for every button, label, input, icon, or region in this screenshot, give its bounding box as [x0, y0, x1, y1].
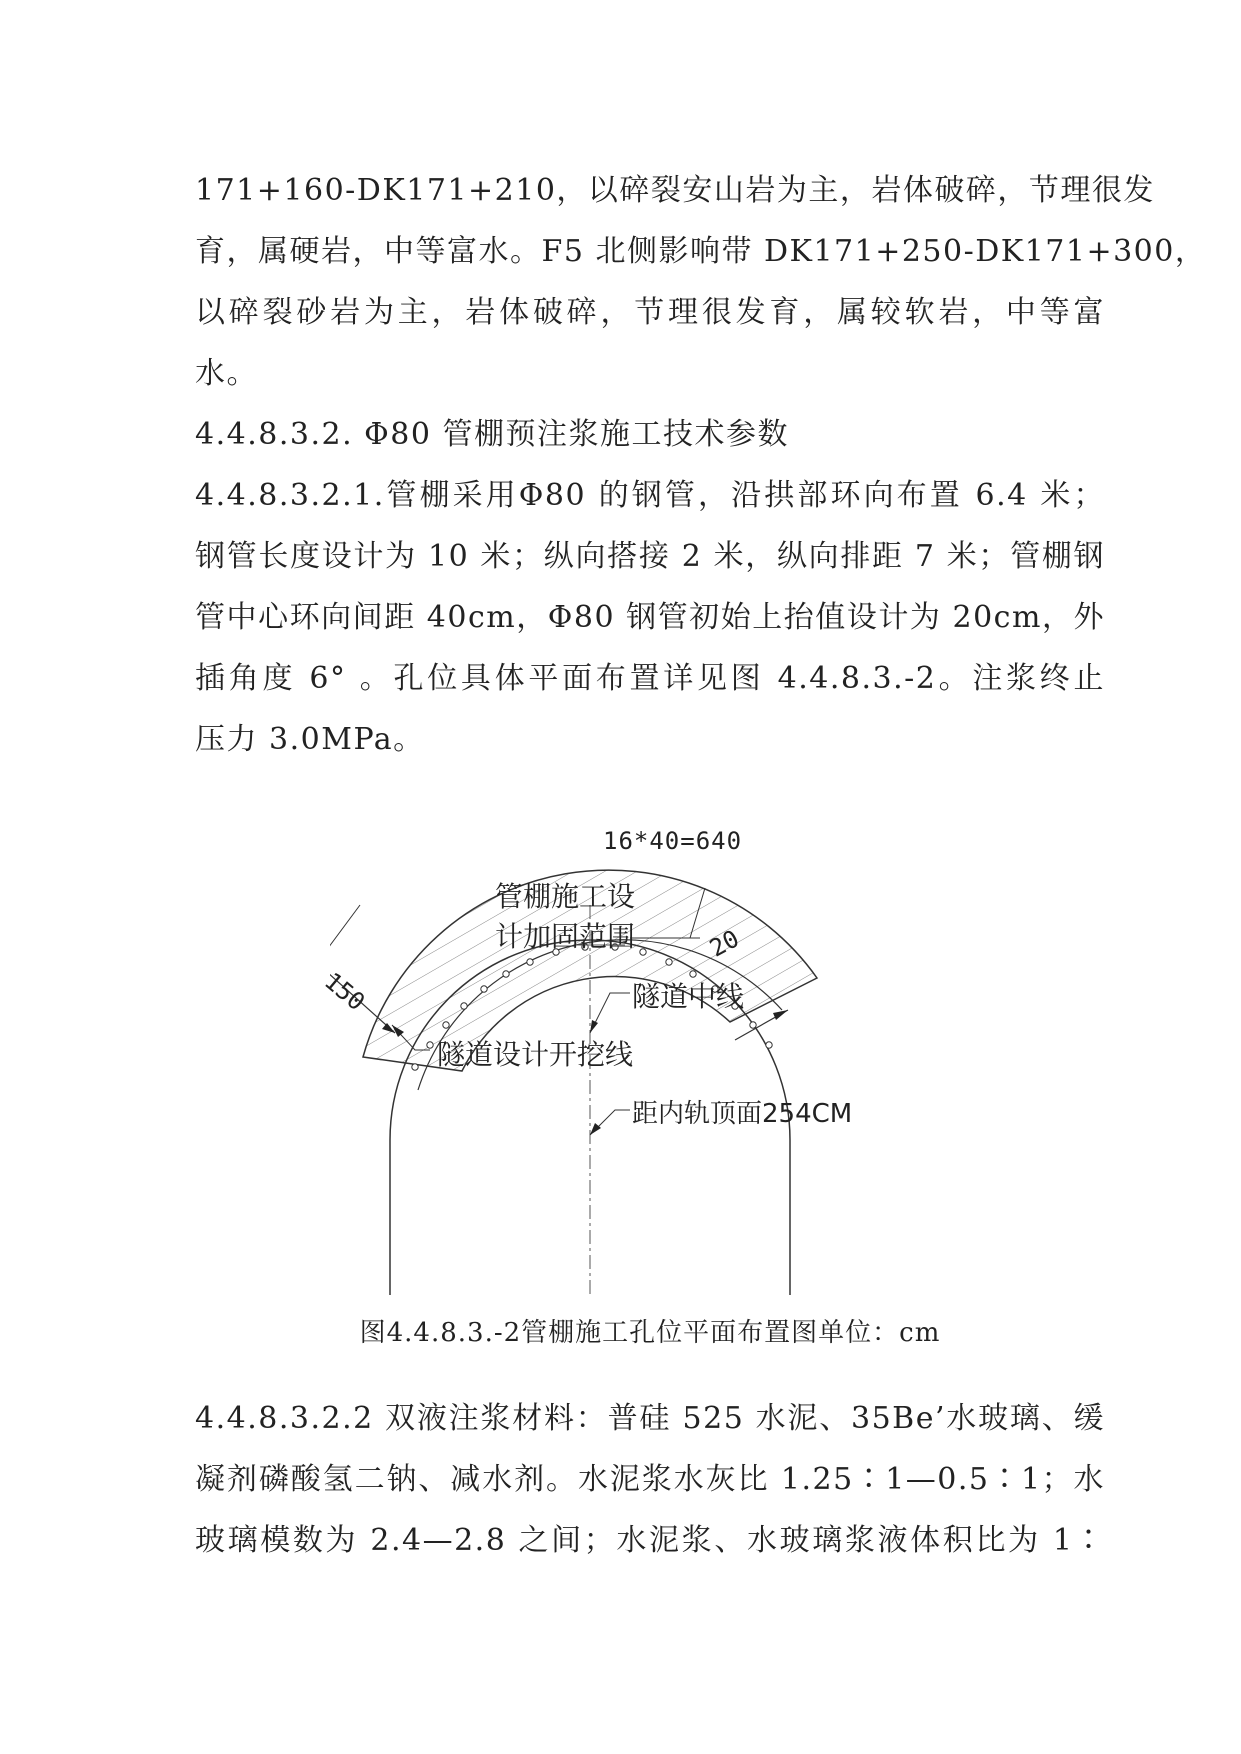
section-heading: 4.4.8.3.2. Φ80 管棚预注浆施工技术参数	[195, 417, 789, 452]
text-line: 4.4.8.3.2.1.管棚采用Φ80 的钢管，沿拱部环向布置 6.4 米；	[195, 478, 1105, 513]
pipe-hole	[766, 1042, 772, 1048]
pipe-hole	[461, 1003, 467, 1009]
rail-arrow	[590, 1123, 601, 1135]
text-line: 育，属硬岩，中等富水。F5 北侧影响带 DK171+250-DK171+300，	[195, 234, 1207, 269]
text-line: 插角度 6° 。孔位具体平面布置详见图 4.4.8.3.-2。注浆终止	[195, 661, 1105, 696]
paragraph-params	[195, 465, 1105, 770]
paragraph-top	[195, 160, 1207, 404]
thickness-dimension-label: 150	[319, 967, 371, 1017]
pipe-hole	[503, 971, 509, 977]
centerline-arrow	[590, 1020, 598, 1033]
pipe-hole	[443, 1022, 449, 1028]
excavation-label: 隧道设计开挖线	[437, 1038, 634, 1071]
text-line: 钢管长度设计为 10 米；纵向搭接 2 米，纵向排距 7 米；管棚钢	[195, 539, 1105, 574]
thickness-extension-line	[330, 905, 360, 963]
pipe-hole	[640, 949, 646, 955]
pipe-hole	[750, 1022, 756, 1028]
section-heading-block	[195, 404, 1105, 465]
pipe-hole	[427, 1042, 433, 1048]
text-line: 压力 3.0MPa。	[195, 722, 425, 757]
pipe-hole	[412, 1064, 418, 1070]
rail-leader	[590, 1110, 630, 1135]
text-line: 管中心环向间距 40cm，Φ80 钢管初始上抬值设计为 20cm，外	[195, 600, 1105, 635]
text-line: 凝剂磷酸氢二钠、减水剂。水泥浆水灰比 1.25∶1—0.5∶1；水	[195, 1462, 1105, 1497]
paragraph-grout	[195, 1388, 1105, 1571]
pipe-hole	[666, 959, 672, 965]
centerline-label: 隧道中线	[632, 980, 745, 1013]
text-line: 以碎裂砂岩为主，岩体破碎，节理很发育，属较软岩，中等富	[195, 295, 1105, 330]
text-line: 玻璃模数为 2.4—2.8 之间；水泥浆、水玻璃浆液体积比为 1∶	[195, 1523, 1105, 1558]
offset-arrow	[773, 1010, 788, 1020]
offset-dimension-label: 20	[705, 924, 744, 963]
text-line: 4.4.8.3.2.2 双液注浆材料：普硅 525 水泥、35Be’水玻璃、缓	[195, 1401, 1105, 1436]
reinforcement-label-line1: 管棚施工设	[495, 880, 636, 913]
top-dimension-label: 16*40=640	[603, 827, 743, 855]
pipe-roof-diagram	[330, 845, 970, 1295]
pipe-hole	[527, 959, 533, 965]
figure-caption: 图4.4.8.3.-2管棚施工孔位平面布置图单位：cm	[359, 1318, 941, 1348]
reinforcement-label-line2: 计加固范围	[495, 920, 636, 953]
pipe-roof-layout-figure	[319, 827, 970, 1295]
rail-label: 距内轨顶面254CM	[632, 1099, 853, 1129]
centerline-leader	[590, 993, 630, 1033]
text-line: 水。	[195, 356, 258, 391]
pipe-hole	[481, 986, 487, 992]
text-line: 171+160-DK171+210，以碎裂安山岩为主，岩体破碎，节理很发	[195, 173, 1155, 208]
